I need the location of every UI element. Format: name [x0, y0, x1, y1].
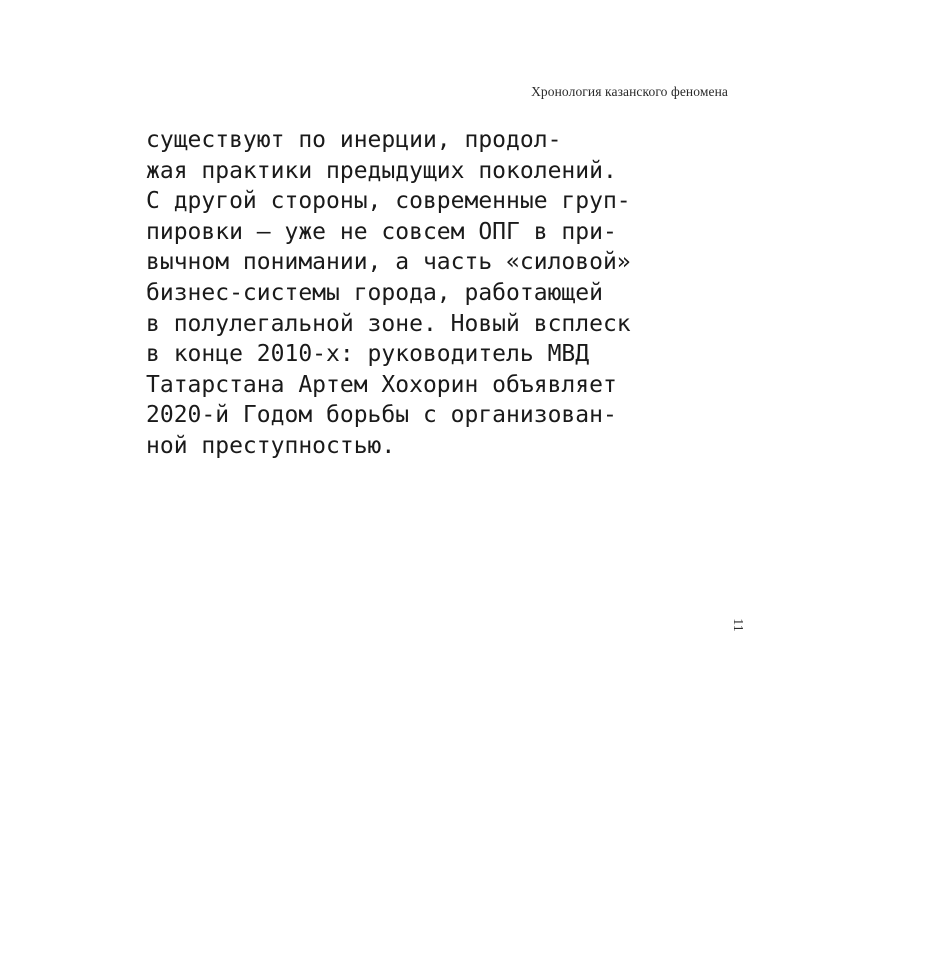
body-paragraph [146, 125, 746, 462]
text-line: в полулегальной зоне. Новый всплеск [146, 310, 631, 337]
text-line: С другой стороны, современные груп- [146, 188, 631, 215]
text-line: существуют по инерции, продол- [146, 127, 562, 153]
text-line: ной преступностью. [146, 432, 396, 459]
text-line: бизнес-системы города, работающей [146, 279, 603, 306]
page-number: 11 [730, 618, 745, 632]
text-line: пировки — уже не совсем ОПГ в при- [146, 218, 617, 245]
text-line: в конце 2010-х: руководитель МВД [146, 341, 590, 368]
running-head: Хронология казанского феномена [531, 84, 728, 99]
text-line: 2020-й Годом борьбы с организован- [146, 402, 617, 429]
text-line: жая практики предыдущих поколений. [146, 157, 617, 184]
text-line: вычном понимании, а часть «силовой» [146, 249, 631, 276]
text-line: Татарстана Артем Хохорин объявляет [146, 371, 617, 398]
